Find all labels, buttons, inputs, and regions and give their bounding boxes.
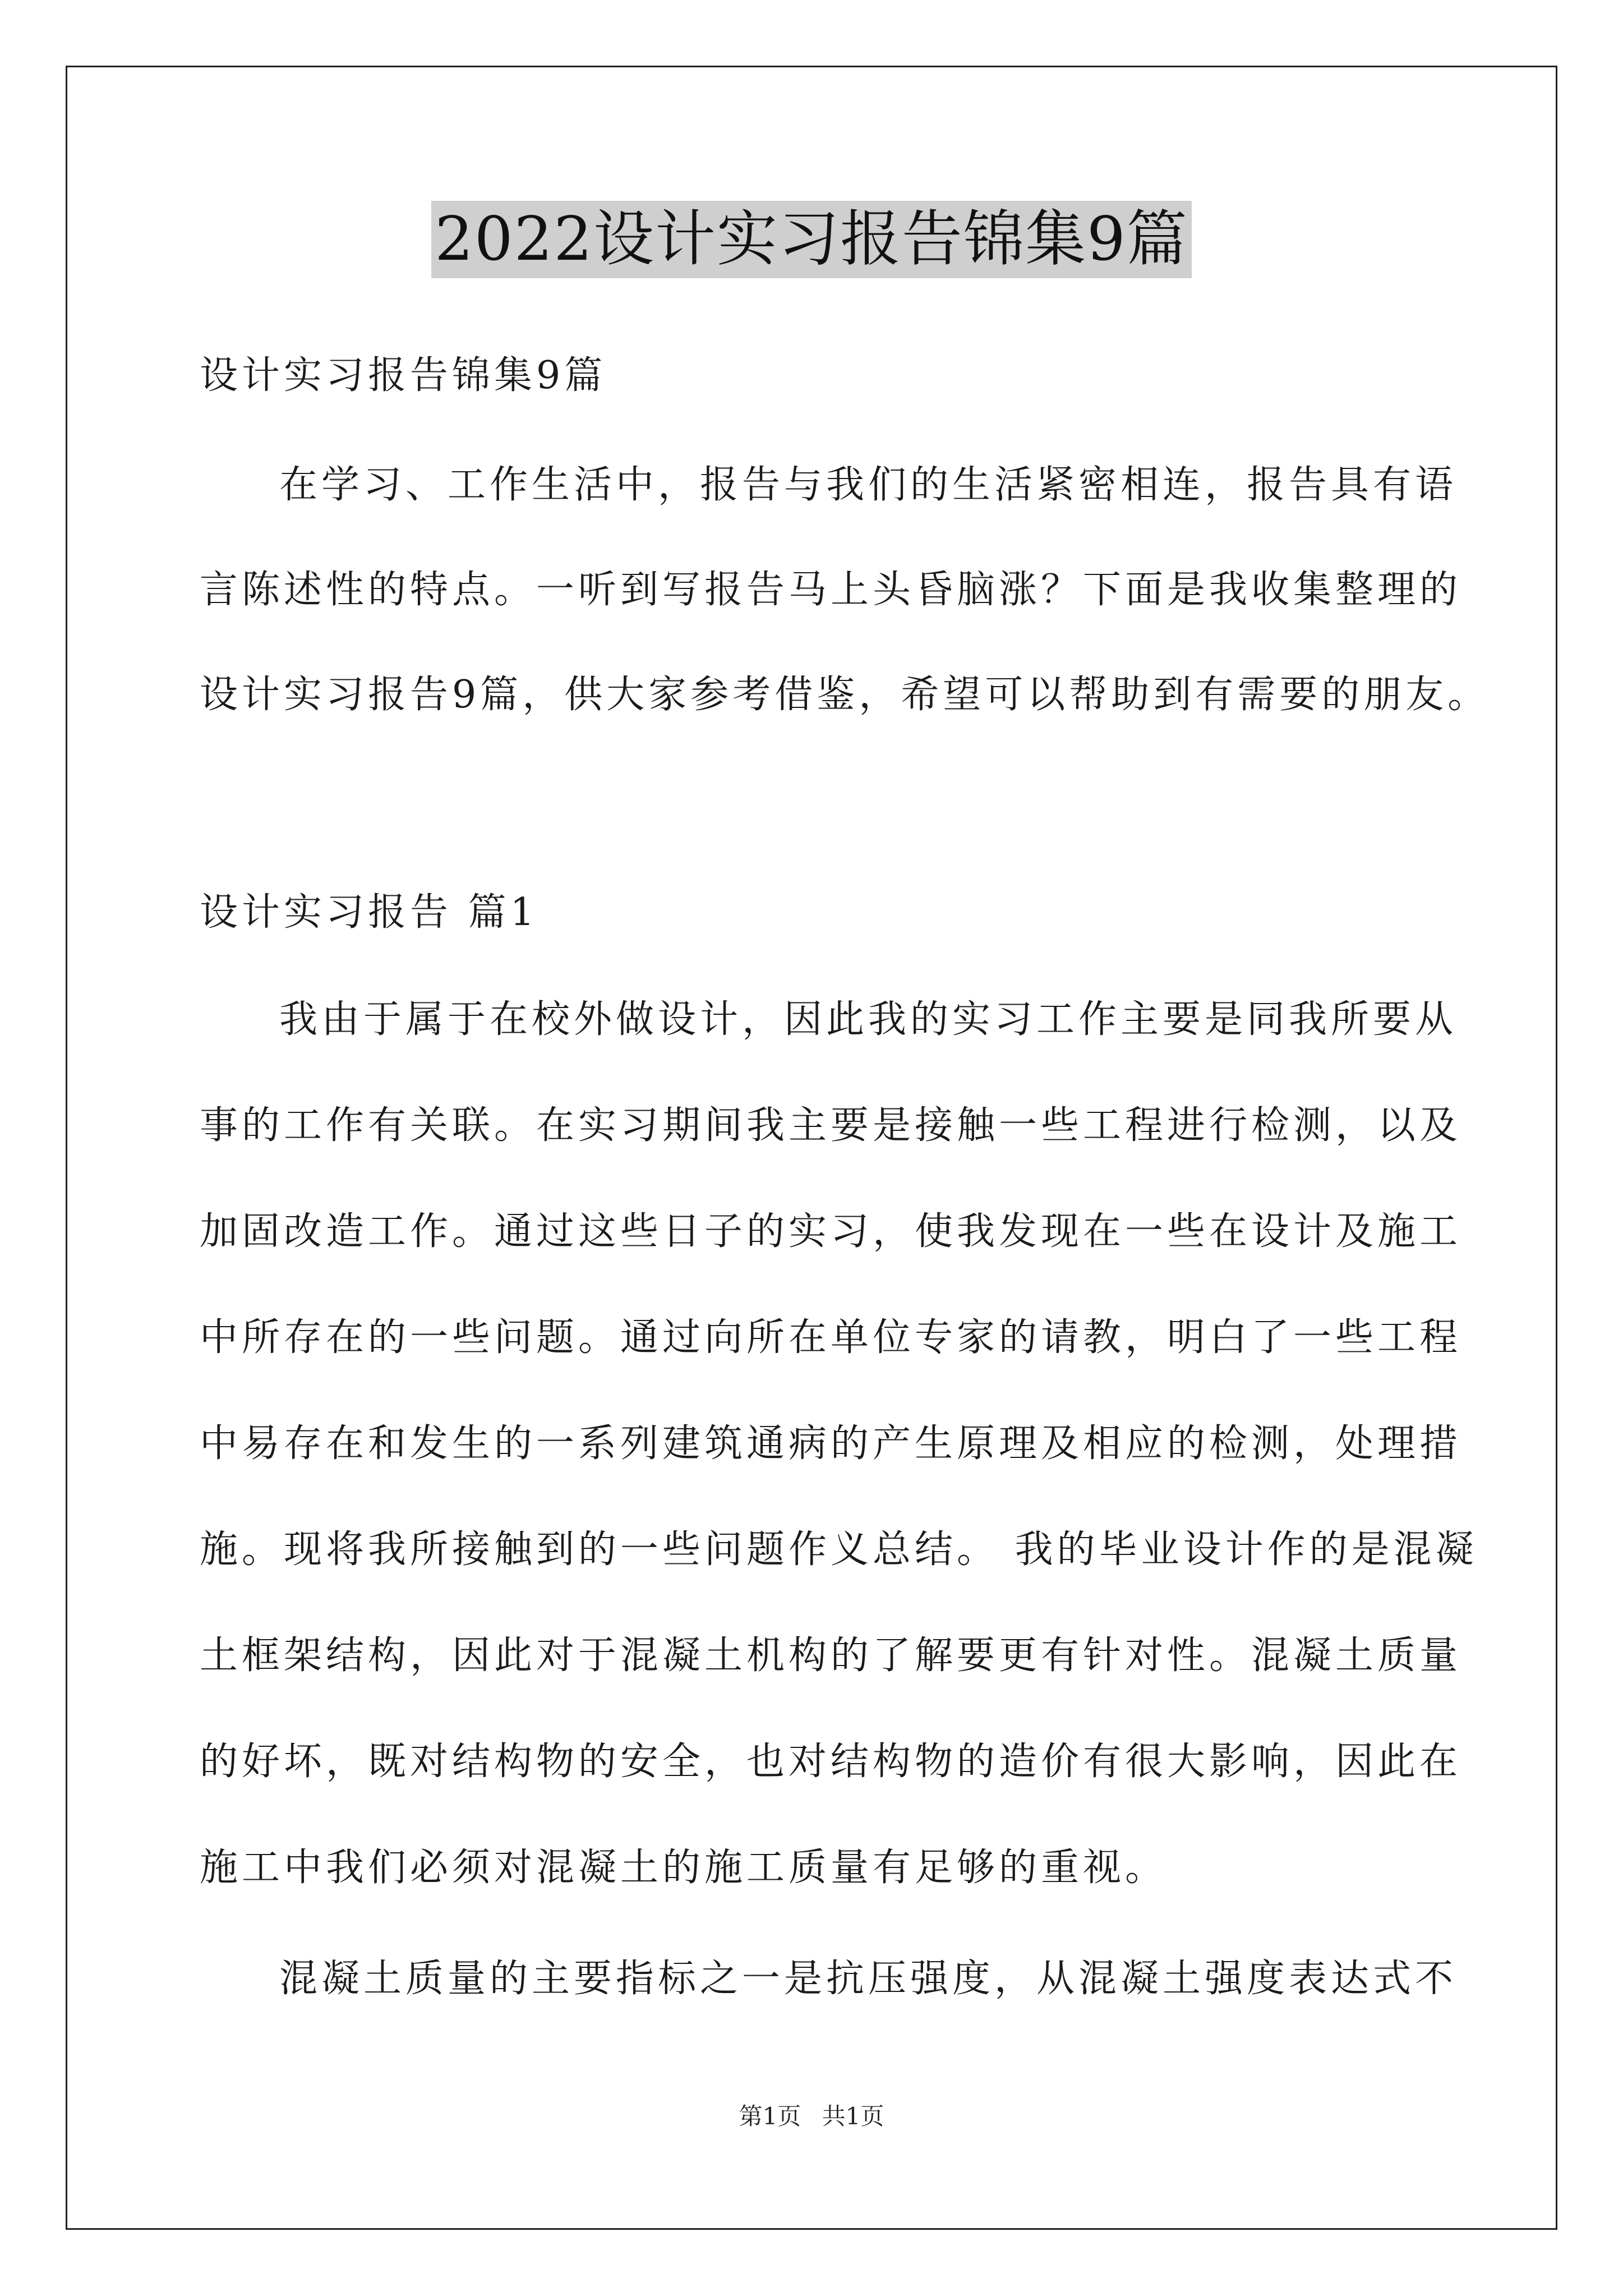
document-title: 2022设计实习报告锦集9篇 <box>431 201 1192 278</box>
title-container <box>0 201 1623 278</box>
paragraph-line: 混凝土质量的主要指标之一是抗压强度，从混凝土强度表达式不 <box>279 1957 1458 2001</box>
document-subtitle: 设计实习报告锦集9篇 <box>200 353 607 398</box>
page-number: 第1页 <box>739 2102 801 2130</box>
paragraph-line: 我由于属于在校外做设计，因此我的实习工作主要是同我所要从 <box>279 997 1458 1042</box>
paragraph-line: 中所存在的一些问题。通过向所在单位专家的请教，明白了一些工程 <box>200 1315 1462 1360</box>
paragraph-line: 事的工作有关联。在实习期间我主要是接触一些工程进行检测，以及 <box>200 1103 1462 1148</box>
paragraph-line: 施工中我们必须对混凝土的施工质量有足够的重视。 <box>200 1846 1168 1890</box>
intro-line-1: 在学习、工作生活中，报告与我们的生活紧密相连，报告具有语 <box>279 463 1458 507</box>
paragraph-line: 加固改造工作。通过这些日子的实习，使我发现在一些在设计及施工 <box>200 1209 1462 1254</box>
intro-line-2: 言陈述性的特点。一听到写报告马上头昏脑涨？下面是我收集整理的 <box>200 568 1462 612</box>
paragraph-line: 中易存在和发生的一系列建筑通病的产生原理及相应的检测，处理措 <box>200 1421 1462 1466</box>
page-footer <box>0 2102 1623 2131</box>
section-heading: 设计实习报告 篇1 <box>200 890 538 935</box>
page-total: 共1页 <box>822 2102 884 2130</box>
paragraph-line: 施。现将我所接触到的一些问题作义总结。 我的毕业设计作的是混凝 <box>200 1527 1478 1572</box>
intro-line-3: 设计实习报告9篇，供大家参考借鉴，希望可以帮助到有需要的朋友。 <box>200 673 1490 717</box>
paragraph-line: 的好坏，既对结构物的安全，也对结构物的造价有很大影响，因此在 <box>200 1740 1462 1784</box>
paragraph-line: 土框架结构，因此对于混凝土机构的了解要更有针对性。混凝土质量 <box>200 1634 1462 1678</box>
